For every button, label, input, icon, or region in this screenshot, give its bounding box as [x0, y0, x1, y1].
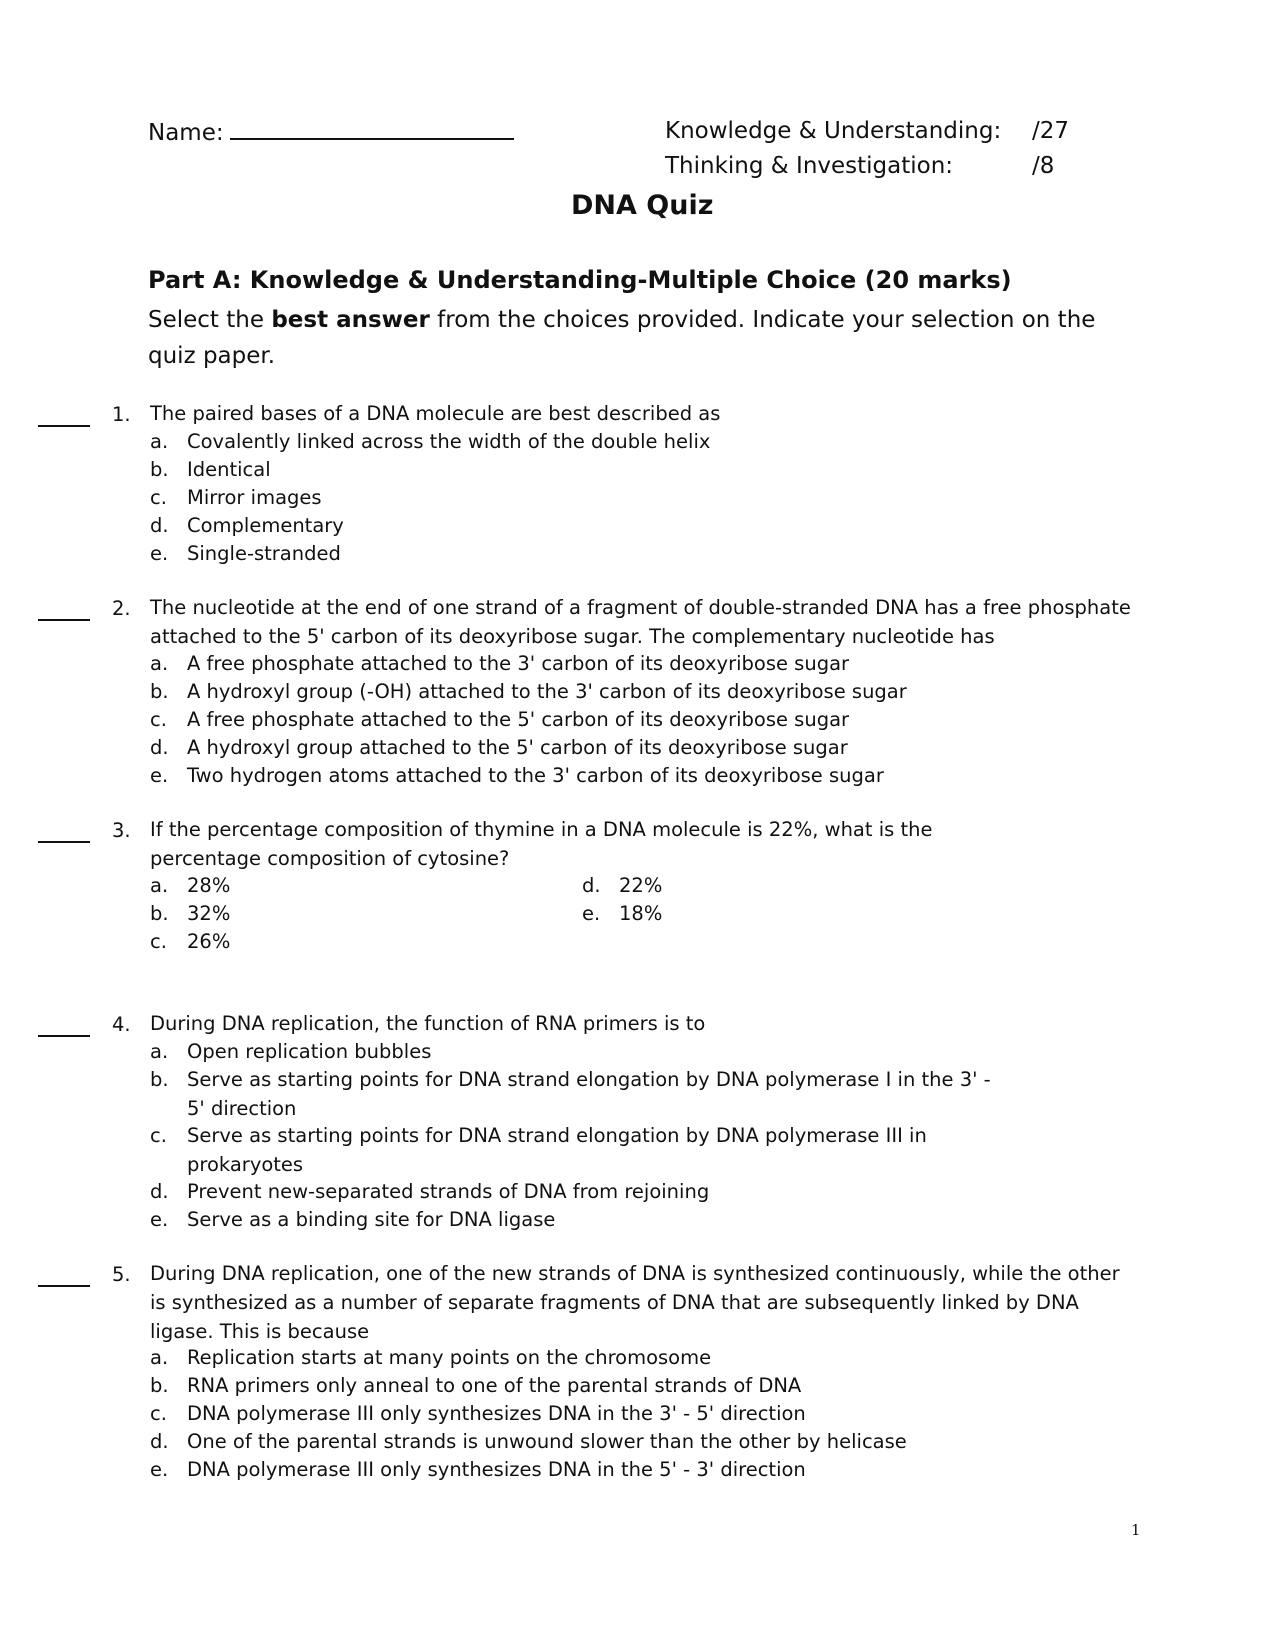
ti-label: Thinking & Investigation: [665, 153, 954, 179]
question-number: 2. [112, 597, 131, 620]
instr-emphasis: best answer [271, 307, 430, 333]
question-stem: The nucleotide at the end of one strand of a fragment of double-stranded DNA has a free phosphate attached to the 5' carbon of its deoxyribose sugar. The complementary nucleotide has [150, 596, 1131, 648]
ti-score: /8 [1032, 153, 1055, 179]
part-a-instructions: Select the best answer from the choices provided. Indicate your selection on the quiz paper. [148, 307, 1096, 369]
answer-blank[interactable] [38, 1035, 90, 1037]
question-number: 4. [112, 1013, 131, 1036]
question-number: 1. [112, 403, 131, 426]
question-number: 5. [112, 1263, 131, 1286]
question-number: 3. [112, 819, 131, 842]
quiz-page: Name: Knowledge & Understanding: /27 Thinking & Investigation: /8 DNA Quiz Part A: Knowledge & Understanding-Multiple Choice (20 marks) Select the best answer from the choices provided. Indicate your selection on the quiz paper. 1. The paired bases of a DNA molecule are best described as a. Covalently linked across the width of the double helix b. Identical c. Mirror images d. Complementary e. Single-stranded 2. The nucleotide at the end of one strand of a fragment of double-stranded DNA has a free phosphate attached to the 5' carbon of its deoxyribose sugar. The complementary nucleotide has a. A free phosphate attached to the 3' carbon of its deoxyribose sugar b. A hydroxyl group (-OH) attached to the 3' carbon of its deoxyribose sugar c. A free phosphate attached to the 5' carbon of its deoxyribose sugar d. A hydroxyl group attached to the 5' carbon of its deoxyribose sugar e. Two hydrogen atoms attached to the 3' carbon of its deoxyribose sugar 3. If the percentage composition of thymine in a DNA molecule is 22%, what is the percentage composition of cytosine? a. 28% b. 32% c. 26% d. 22% e. 18% 4. During DNA replication, the function of RNA primers is to a. Open replication bubbles b. Serve as starting points for DNA strand elongation by DNA polymerase I in the 3' - 5' direction c. Serve as starting points for DNA strand elongation by DNA polymerase III in prokaryotes d. Prevent new-separated strands of DNA from rejoining e. Serve as a binding site for DNA ligase 5. During DNA replication, one of the new strands of DNA is synthesized continuously, while the other is synthesized as a number of separate fragments of DNA that are subsequently linked by DNA ligase. This is because a. Replication starts at many points on the chromosome b. RNA primers only anneal to one of the parental strands of DNA c. DNA polymerase III only synthesizes DNA in the 3' - 5' direction d. One of the parental strands is unwound slower than the other by helicase e. DNA polymerase III only synthesizes DNA in the 5' - 3' direction 1 [0, 0, 1275, 1651]
answer-blank[interactable] [38, 841, 90, 843]
name-field [148, 118, 514, 146]
answer-blank[interactable] [38, 619, 90, 621]
page-title: DNA Quiz [571, 190, 714, 221]
question-stem: During DNA replication, one of the new strands of DNA is synthesized continuously, while the other is synthesized as a number of separate fragments of DNA that are subsequently linked by DNA ligase. This is because [150, 1262, 1120, 1343]
answer-blank[interactable] [38, 1285, 90, 1287]
question-stem: The paired bases of a DNA molecule are best described as [150, 402, 721, 425]
ku-label: Knowledge & Understanding: [665, 118, 1002, 144]
name-blank-line[interactable] [230, 118, 514, 140]
ku-score: /27 [1032, 118, 1070, 144]
answer-blank[interactable] [38, 425, 90, 427]
question-stem: During DNA replication, the function of RNA primers is to [150, 1012, 706, 1035]
name-label: Name: [148, 120, 224, 146]
question-stem: If the percentage composition of thymine in a DNA molecule is 22%, what is the percentage composition of cytosine? [150, 818, 933, 870]
part-a-title: Part A: Knowledge & Understanding-Multiple Choice (20 marks) [148, 266, 1012, 294]
page-number: 1 [1131, 1521, 1141, 1539]
